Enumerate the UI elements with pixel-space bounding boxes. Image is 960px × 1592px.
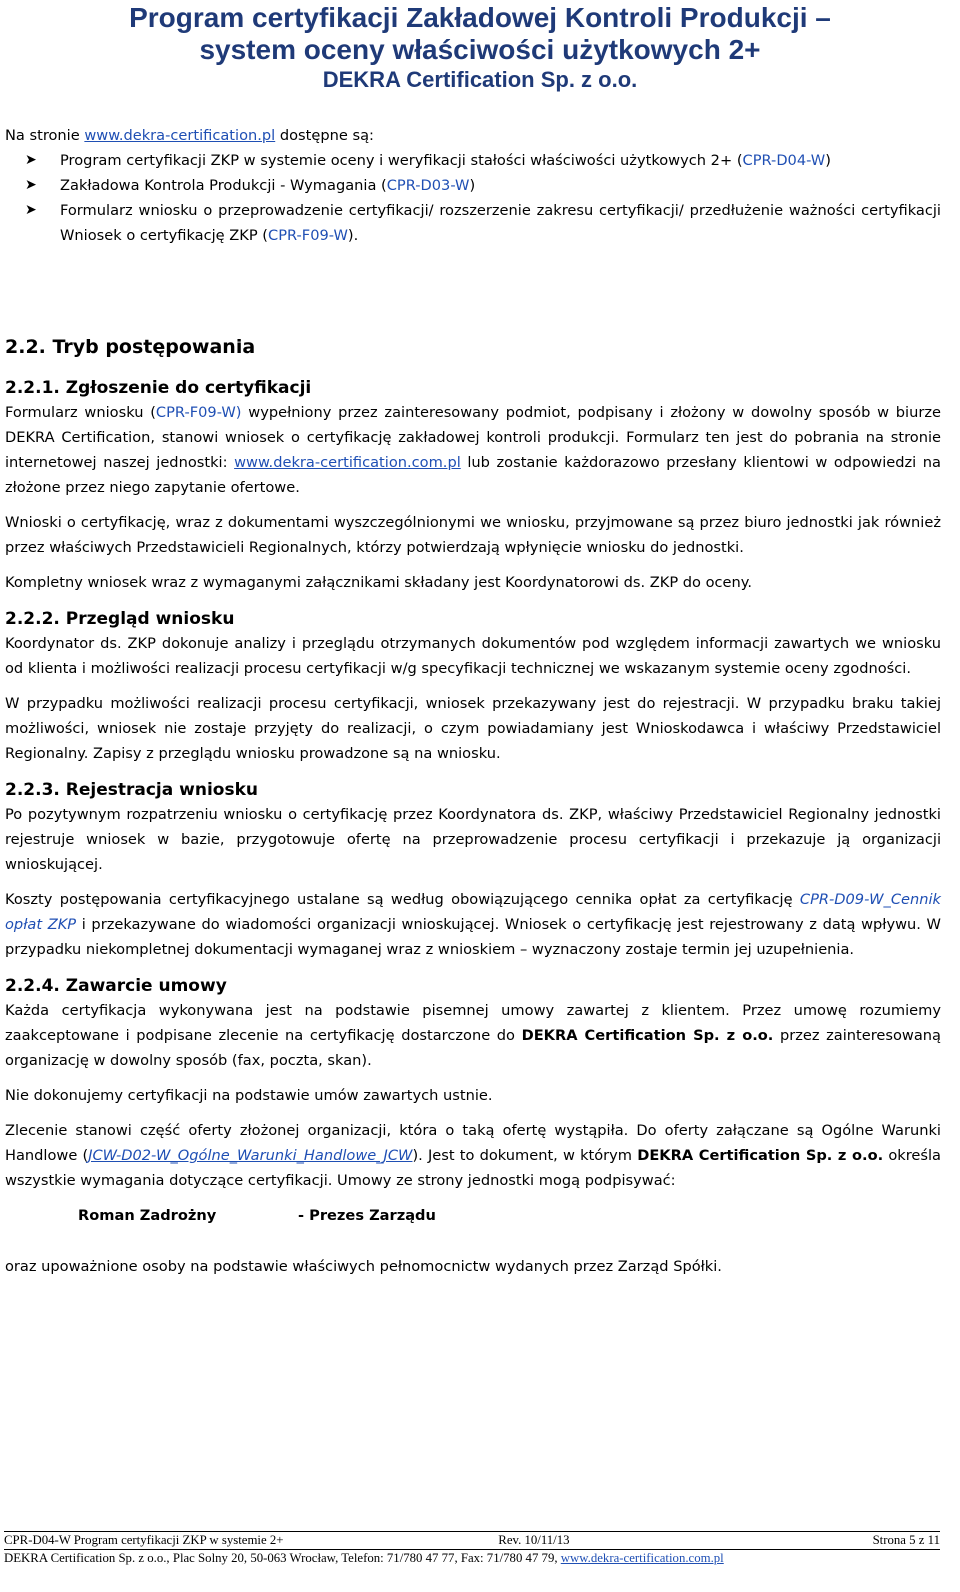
list-item-text: Program certyfikacji ZKP w systemie oceny i weryfikacji stałości właściwości użytkowych 2+ ( (60, 152, 743, 169)
paragraph: oraz upoważnione osoby na podstawie właściwych pełnomocnictw wydanych przez Zarząd Spółki. (5, 1258, 722, 1275)
paragraph: Wnioski o certyfikację, wraz z dokumentami wyszczególnionymi we wniosku, przyjmowane są przez biuro jednostki jak również przez właściwych Przedstawicieli Regionalnych, którzy potwierdzają wpłynięcie wniosku do jednostki. (5, 514, 941, 556)
arrow-bullet-icon: ➤ (25, 152, 37, 168)
dekra-website-link[interactable]: www.dekra-certification.com.pl (234, 454, 461, 471)
list-item (5, 198, 941, 248)
section-heading-2-2-3: 2.2.3. Rejestracja wniosku (5, 780, 258, 800)
text-run: Każda certyfikacja wykonywana jest na podstawie pisemnej umowy zawartej z klientem. Przez umowę rozumiemy zaakceptowane i podpisane zlecenie na certyfikację dostarczone do (5, 1002, 941, 1044)
dekra-website-link[interactable]: www.dekra-certification.pl (84, 127, 276, 144)
list-item-text: Zakładowa Kontrola Produkcji - Wymagania ( (60, 177, 387, 194)
section-heading-2-2-4: 2.2.4. Zawarcie umowy (5, 976, 227, 996)
text-run: Formularz wniosku ( (5, 404, 156, 421)
header-title-line-2: system oceny właściwości użytkowych 2+ (199, 34, 761, 65)
text-run: i przekazywane do wiadomości organizacji wnioskującej. Wniosek o certyfikację jest rejestrowany z datą wpływu. W przypadku niekompletnej dokumentacji wymaganej wraz z wnioskiem – wyznaczony zostaje termin jej uzupełnienia. (5, 916, 941, 958)
list-item-tail: ). (347, 227, 359, 244)
footer-address-row (4, 1549, 940, 1567)
document-code: CPR-F09-W) (155, 404, 242, 421)
intro-prefix: Na stronie (5, 127, 85, 144)
document-code: CPR-F09-W (268, 227, 348, 244)
text-run: ). Jest to dokument, w którym (412, 1147, 638, 1164)
header-company: DEKRA Certification Sp. z o.o. (322, 67, 638, 92)
general-terms-link[interactable]: JCW-D02-W_Ogólne_Warunki_Handlowe_JCW (88, 1147, 413, 1164)
list-item-tail: ) (825, 152, 831, 169)
paragraph: Koordynator ds. ZKP dokonuje analizy i przeglądu otrzymanych dokumentów pod względem informacji zawartych we wniosku od klienta i możliwości realizacji procesu certyfikacji w/g specyfikacji technicznej we wskazanym systemie oceny zgodności. (5, 635, 941, 677)
section-heading-2-2-1: 2.2.1. Zgłoszenie do certyfikacji (5, 378, 312, 398)
text-run: wypełniony przez zainteresowany podmiot, podpisany i złożony w dowolny sposób w biurze DEKRA Certification, stanowi wniosek o certyfikację zakładowej kontroli produkcji. Formularz ten jest do pobrania na stronie internetowej naszej jednostki: (5, 404, 942, 471)
arrow-bullet-icon: ➤ (25, 202, 37, 218)
footer-document-id: CPR-D04-W Program certyfikacji ZKP w systemie 2+ (4, 1533, 284, 1547)
paragraph (5, 400, 941, 500)
page-footer (4, 1531, 940, 1567)
paragraph: Po pozytywnym rozpatrzeniu wniosku o certyfikację przez Koordynatora ds. ZKP, właściwy Przedstawiciel Regionalny jednostki rejestruje wniosek w bazie, przygotowuje ofertę na przeprowadzenie procesu certyfikacji i przekazuje ją organizacji wnioskującej. (5, 806, 941, 873)
signatory-row (5, 1203, 941, 1228)
text-run: Zlecenie stanowi część oferty złożonej organizacji, która o taką ofertę wystąpiła. Do oferty załączane są Ogólne Warunki Handlowe ( (5, 1122, 941, 1164)
paragraph (5, 998, 941, 1073)
footer-page-number: Strona 5 z 11 (872, 1533, 940, 1547)
footer-meta-row (4, 1532, 940, 1549)
price-list-reference: CPR-D09-W_Cennik opłat ZKP (5, 891, 941, 933)
list-item (5, 173, 941, 198)
company-name: DEKRA Certification Sp. z o.o. (637, 1147, 884, 1164)
section-heading-2-2: 2.2. Tryb postępowania (5, 336, 256, 358)
intro-line (5, 123, 941, 148)
document-code: CPR-D03-W (386, 177, 470, 194)
section-heading-2-2-2: 2.2.2. Przegląd wniosku (5, 609, 235, 629)
list-item-text: Formularz wniosku o przeprowadzenie certyfikacji/ rozszerzenie zakresu certyfikacji/ przedłużenie ważności certyfikacji Wniosek o certyfikację ZKP ( (60, 202, 941, 244)
list-item (5, 148, 941, 173)
intro-suffix: dostępne są: (275, 127, 374, 144)
paragraph: Kompletny wniosek wraz z wymaganymi załącznikami składany jest Koordynatorowi ds. ZKP do oceny. (5, 574, 752, 591)
paragraph (5, 887, 941, 962)
footer-address: DEKRA Certification Sp. z o.o., Plac Solny 20, 50-063 Wrocław, Telefon: 71/780 47 77, Fax: 71/780 47 79, (4, 1551, 561, 1565)
paragraph (5, 1118, 941, 1193)
text-run: określa wszystkie wymagania dotyczące certyfikacji. Umowy ze strony jednostki mogą podpisywać: (5, 1147, 941, 1189)
signatory-name: Roman Zadrożny (78, 1207, 217, 1224)
paragraph: W przypadku możliwości realizacji procesu certyfikacji, wniosek przekazywany jest do rejestracji. W przypadku braku takiej możliwości, wniosek nie zostaje przyjęty do realizacji, o czym powiadamiany jest Wnioskodawca i właściwy Przedstawiciel Regionalny. Zapisy z przeglądu wniosku prowadzone są na wniosku. (5, 695, 941, 762)
text-run: lub zostanie każdorazowo przesłany klientowi w odpowiedzi na złożone przez niego zapytanie ofertowe. (5, 454, 941, 496)
list-item-tail: ) (469, 177, 476, 194)
footer-website-link[interactable]: www.dekra-certification.com.pl (560, 1551, 724, 1565)
paragraph: Nie dokonujemy certyfikacji na podstawie umów zawartych ustnie. (5, 1087, 493, 1104)
text-run: Koszty postępowania certyfikacyjnego ustalane są według obowiązującego cennika opłat za certyfikację (5, 891, 800, 908)
document-code: CPR-D04-W (742, 152, 826, 169)
footer-revision: Rev. 10/11/13 (498, 1533, 570, 1547)
arrow-bullet-icon: ➤ (25, 177, 37, 193)
signatory-role: - Prezes Zarządu (298, 1207, 436, 1224)
document-body (5, 123, 941, 1279)
company-name: DEKRA Certification Sp. z o.o. (521, 1027, 774, 1044)
header-title-line-1: Program certyfikacji Zakładowej Kontroli Produkcji – (129, 2, 831, 33)
available-documents-list (5, 148, 941, 248)
text-run: przez zainteresowaną organizację w dowolny sposób (fax, poczta, skan). (5, 1027, 941, 1069)
